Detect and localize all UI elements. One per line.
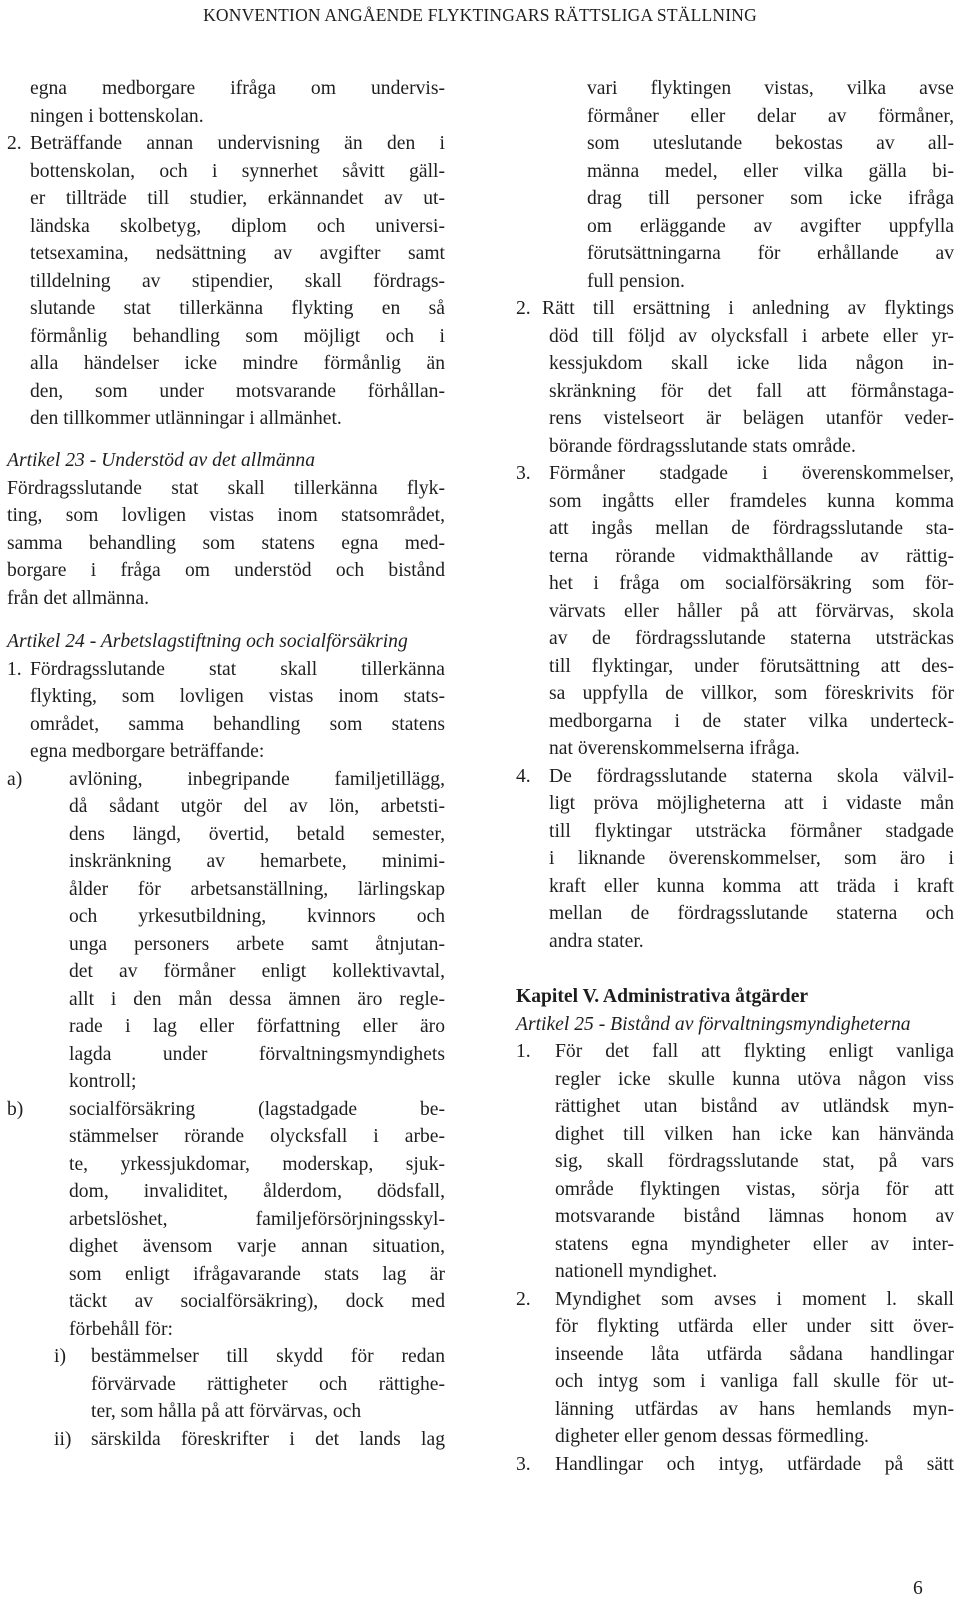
text-line: alla händelser icke mindre förmånlig än <box>30 353 445 374</box>
text-line: motsvarande bistånd lämnas honom av <box>555 1206 954 1227</box>
text-line: skränkning för det fall att förmånstaga- <box>549 380 954 402</box>
text-line: till flyktingar, under förutsättning att des- <box>549 655 954 677</box>
article-heading: Artikel 25 - Bistånd av förvaltningsmyndigheterna <box>516 1013 911 1035</box>
text-line: dighet till vilken han icke kan hänvända <box>555 1123 954 1145</box>
text-line: bestämmelser till skydd för redan <box>91 1346 445 1367</box>
text-line: inseende låta utfärda sådana handlingar <box>555 1343 954 1365</box>
text-line: värvats eller håller på att förvärvas, skola <box>549 600 954 622</box>
text-line: området, samma behandling som statens <box>30 713 445 735</box>
text-line: ter, som hålla på att förvärvas, och <box>91 1401 362 1422</box>
text-line: dom, invaliditet, ålderdom, dödsfall, <box>69 1181 445 1202</box>
text-line: förmånlig behandling som möjligt och i <box>30 325 445 347</box>
text-line: kraft eller kunna komma att träda i kraft <box>549 875 954 897</box>
text-line: av de fördragsslutande staterna utsträckas <box>549 628 954 649</box>
text-line: ålder för arbetsanställning, lärlingskap <box>69 878 445 900</box>
text-line: kessjukdom skall icke lida någon in- <box>549 353 954 374</box>
text-line: borgare i fråga om understöd och bistånd <box>7 560 445 581</box>
text-line: länning utfärdas av hans hemlands myn- <box>555 1398 954 1420</box>
text-line: full pension. <box>587 270 685 292</box>
text-line: förbehåll för: <box>69 1318 173 1340</box>
text-line: digheter eller genom dessas förmedling. <box>555 1426 869 1447</box>
text-line: dighet ävensom varje annan situation, <box>69 1236 445 1257</box>
text-line: Förmåner stadgade i överenskommelser, <box>549 463 954 484</box>
text-line: börande fördragsslutande stats område. <box>549 435 856 457</box>
text-line: den tillkommer utlänningar i allmänhet. <box>30 408 342 429</box>
page-number: 6 <box>913 1578 923 1599</box>
text-line: socialförsäkring (lagstadgade be- <box>69 1098 445 1120</box>
text-line: död till följd av olycksfall i arbete eller yr- <box>549 325 954 347</box>
text-line: drag till personer som icke ifråga <box>587 188 954 209</box>
chapter-heading: Kapitel V. Administrativa åtgärder <box>516 986 809 1007</box>
text-line: område flyktingen vistas, sörja för att <box>555 1178 954 1200</box>
text-line: täckt av socialförsäkring), dock med <box>69 1291 445 1312</box>
text-line: andra stater. <box>549 930 644 952</box>
text-line: egna medborgare beträffande: <box>30 741 265 762</box>
text-line: vari flyktingen vistas, vilka avse <box>587 78 954 99</box>
text-line: nat överenskommelserna ifråga. <box>549 738 800 759</box>
text-line: flykting, som lovligen vistas inom stats- <box>30 686 445 707</box>
text-line: De fördragsslutande staterna skola välvil- <box>549 765 954 787</box>
text-line: Beträffande annan undervisning än den i <box>30 133 445 154</box>
text-line: männa medel, eller vilka gälla bi- <box>587 160 954 182</box>
text-line: rättighet utan bistånd av utländsk myn- <box>555 1096 954 1117</box>
text-line: rens vistelseort är belägen utanför veder- <box>549 408 954 429</box>
text-line: slutande stat tillerkänna flykting en så <box>30 298 445 319</box>
text-line: rade i lag eller författning eller äro <box>69 1016 445 1037</box>
text-line: i liknande överenskommelser, som äro i <box>549 848 954 869</box>
text-line: Handlingar och intyg, utfärdade på sätt <box>555 1453 954 1475</box>
running-header: KONVENTION ANGÅENDE FLYKTINGARS RÄTTSLIGA STÄLLNING <box>203 5 757 25</box>
text-line: statens egna myndigheter eller av inter- <box>555 1233 954 1255</box>
paragraph-number: 2. <box>516 298 531 319</box>
text-line: tetsexamina, nedsättning av avgifter samt <box>30 243 445 264</box>
text-line: som ingåtts eller framdeles kunna komma <box>549 490 954 512</box>
text-line: ningen i bottenskolan. <box>30 105 204 127</box>
paragraph-number: 3. <box>516 1453 531 1475</box>
paragraph-number: 4. <box>516 765 531 787</box>
text-line: stämmelser rörande olycksfall i arbe- <box>69 1126 445 1147</box>
text-line: Myndighet som avses i moment l. skall <box>555 1288 954 1310</box>
text-line: ting, som lovligen vistas inom statsområdet, <box>7 505 445 526</box>
text-line: bottenskolan, och i synnerhet såvitt gäll- <box>30 160 445 182</box>
text-line: ländska skolbetyg, diplom och universi- <box>30 215 445 237</box>
text-line: För det fall att flykting enligt vanliga <box>555 1041 954 1062</box>
text-line: och yrkesutbildning, kvinnors och <box>69 906 445 927</box>
text-line: samma behandling som statens egna med- <box>7 532 445 554</box>
paragraph-number: 2. <box>516 1288 531 1310</box>
item-marker: i) <box>54 1346 66 1367</box>
text-line: kontroll; <box>69 1071 137 1092</box>
text-line: från det allmänna. <box>7 587 149 609</box>
text-line: sig, skall fördragsslutande stat, på vars <box>555 1151 954 1172</box>
text-line: er tillträde till studier, erkännandet av ut- <box>30 188 445 209</box>
paragraph-number: 1. <box>516 1041 531 1062</box>
text-line: förutsättningarna för erhållande av <box>587 243 954 264</box>
text-line: det av förmåner enligt kollektivavtal, <box>69 961 445 982</box>
text-line: som enligt ifrågavarande stats lag är <box>69 1263 445 1285</box>
text-line: förmåner eller delar av förmåner, <box>587 105 954 127</box>
text-line: sa uppfylla de villkor, som föreskrivits för <box>549 683 954 704</box>
text-line: arbetslöshet, familjeförsörjningsskyl- <box>69 1208 445 1230</box>
text-line: nationell myndighet. <box>555 1261 718 1282</box>
text-line: tilldelning av stipendier, skall fördrags- <box>30 270 445 292</box>
text-line: medborgarna i de stater vilka underteck- <box>549 710 954 732</box>
text-line: mellan de fördragsslutande staterna och <box>549 903 954 924</box>
text-line: som uteslutande bekostas av all- <box>587 133 954 154</box>
text-line: Rätt till ersättning i anledning av flyktings <box>542 298 954 319</box>
paragraph-number: 1. <box>7 658 22 680</box>
text-line: ligt pröva möjligheterna att i vidaste mån <box>549 793 954 814</box>
text-line: Fördragsslutande stat skall tillerkänna flyk- <box>7 477 445 499</box>
text-line: terna rörande vidmakthållande av rättig- <box>549 545 954 567</box>
item-marker: a) <box>7 768 23 790</box>
paragraph-number: 2. <box>7 133 22 154</box>
text-line: till flyktingar utsträcka förmåner stadgade <box>549 820 954 842</box>
text-line: het i fråga om socialförsäkring som för- <box>549 573 954 594</box>
text-line: om erläggande av avgifter uppfylla <box>587 215 954 237</box>
text-line: särskilda föreskrifter i det lands lag <box>91 1428 445 1450</box>
article-heading: Artikel 24 - Arbetslagstiftning och socialförsäkring <box>7 631 408 652</box>
paragraph-number: 3. <box>516 463 531 484</box>
text-line: och intyg som i vanliga fall skulle för ut- <box>555 1371 954 1392</box>
item-marker: b) <box>7 1098 24 1120</box>
text-line: Fördragsslutande stat skall tillerkänna <box>30 658 445 680</box>
article-heading: Artikel 23 - Understöd av det allmänna <box>7 450 316 471</box>
text-line: den, som under motsvarande förhållan- <box>30 380 445 402</box>
text-line: dens längd, övertid, betald semester, <box>69 823 445 845</box>
text-line: att ingås mellan de fördragsslutande sta- <box>549 518 954 539</box>
text-line: te, yrkessjukdomar, moderskap, sjuk- <box>69 1153 445 1175</box>
text-line: regler icke skulle kunna utöva någon viss <box>555 1068 954 1090</box>
text-line: lagda under förvaltningsmyndighets <box>69 1043 445 1065</box>
text-line: inskränkning av hemarbete, minimi- <box>69 851 445 872</box>
item-marker: ii) <box>54 1428 72 1450</box>
text-line: förvärvade rättigheter och rättighe- <box>91 1373 445 1395</box>
text-line: unga personers arbete samt åtnjutan- <box>69 933 445 955</box>
text-line: allt i den mån dessa ämnen äro regle- <box>69 988 445 1010</box>
text-line: egna medborgare ifråga om undervis- <box>30 78 445 99</box>
text-line: då sådant utgör del av lön, arbetsti- <box>69 796 445 817</box>
text-line: avlöning, inbegripande familjetillägg, <box>69 768 445 790</box>
text-line: för flykting utfärda eller under sitt över- <box>555 1316 954 1337</box>
